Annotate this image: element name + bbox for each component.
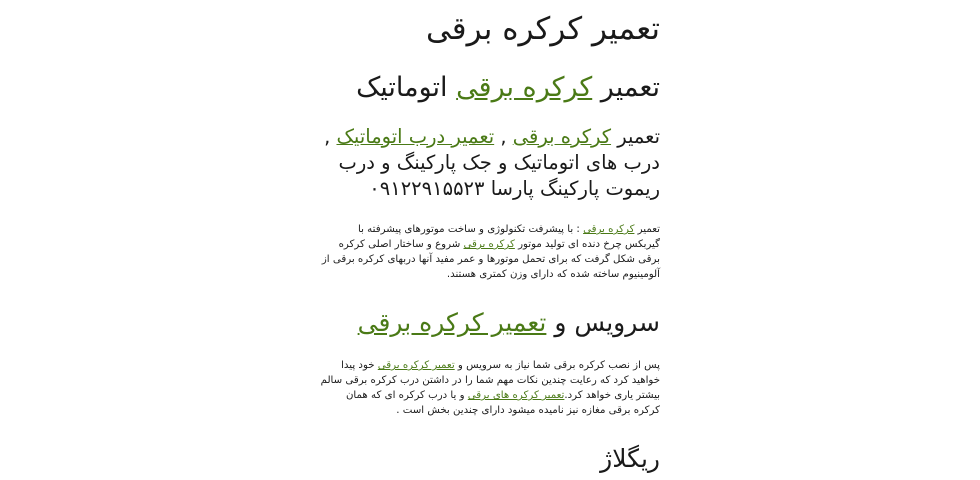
link-tamir-darb-automatic[interactable]: تعمیر درب اتوماتیک [336,125,495,148]
section-heading-services [320,124,660,202]
section-heading-adjustment: ریگلاژ [600,444,660,473]
service-paragraph [320,358,660,418]
paragraph-text: تعمیر [634,224,660,235]
link-tamir-kerkere-barghi[interactable]: تعمیر کرکره برقی [357,308,547,337]
heading-text: تعمیر [592,72,660,103]
heading-text: سرویس و [546,308,660,337]
heading-text: اتوماتیک [356,72,457,103]
page-title: تعمیر کرکره برقی [425,11,660,47]
separator-text: , [494,125,513,148]
link-tamir-kerkere-barghi[interactable]: تعمیر کرکره برقی [377,360,455,371]
link-kerkere-barghi[interactable]: کرکره برقی [583,224,635,235]
paragraph-text: و یا درب کرکره ای که همان کرکره برقی مغازه نیز نامیده میشود دارای چندین بخش است . [345,390,660,416]
link-tamir-kerkere-haye-barghi[interactable]: تعمیر کرکره های برقی [467,390,565,401]
paragraph-text: شروع و ساختار اصلی کرکره برقی شکل گرفت که برای تحمل موتورها و عمر مفید آنها دربهای کرکره برقی از آلومینیوم ساخته شده که دارای وزن کمتری هستند. [321,239,660,280]
paragraph-text: خود پیدا خواهید کرد که رعایت چندین نکات مهم شما را در داشتن درب کرکره برقی سالم بیشتر یاری خواهد کرد. [320,360,660,401]
link-kerkere-barghi[interactable]: کرکره برقی [512,125,612,148]
section-heading-service-repair [320,306,660,340]
section-heading-automatic [320,70,660,106]
heading-text: تعمیر [611,125,660,148]
link-kerkere-barghi[interactable]: کرکره برقی [463,239,515,250]
intro-paragraph [320,222,660,282]
paragraph-text: پس از نصب کرکره برقی شما نیاز به سرویس و [454,360,660,371]
paragraph-text: : با پیشرفت تکنولوژی و ساخت موتورهای پیشرفته با گیربکس چرخ دنده ای تولید موتور [357,224,660,250]
link-kerkere-barghi[interactable]: کرکره برقی [456,72,593,103]
heading-text: , درب های اتوماتیک و جک پارکینگ و درب ریموت پارکینگ پارسا ۰۹۱۲۲۹۱۵۵۲۳ [324,125,660,200]
